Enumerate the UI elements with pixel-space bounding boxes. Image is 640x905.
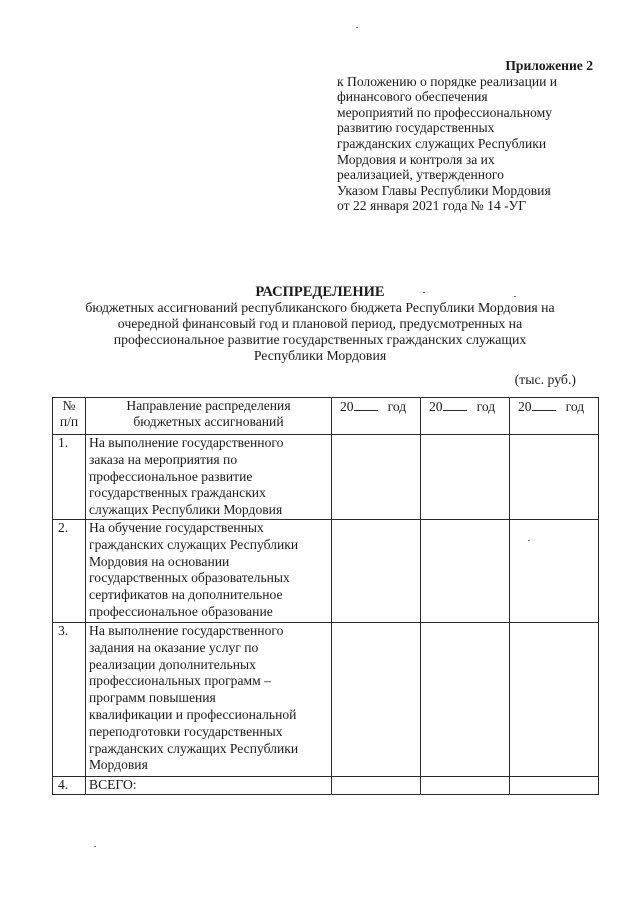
appendix-line: гражданских служащих Республики — [337, 135, 547, 151]
document-subtitle — [40, 300, 600, 364]
appendix-line: реализацией, утвержденного — [337, 167, 504, 183]
row-direction: ВСЕГО: — [86, 776, 332, 794]
units-label: (тыс. руб.) — [514, 372, 576, 387]
allocation-table — [52, 397, 599, 795]
appendix-block — [337, 58, 607, 214]
table-header-row — [53, 398, 599, 435]
table-row — [53, 519, 599, 622]
document-title: РАСПРЕДЕЛЕНИЕ — [255, 284, 385, 300]
appendix-line: развитию государственных — [337, 120, 495, 136]
row-value-cell — [510, 622, 599, 776]
appendix-line: к Положению о порядке реализации и — [337, 73, 558, 89]
table-row — [53, 622, 599, 776]
header-year-2: 20 год — [421, 398, 510, 435]
subtitle-line: профессиональное развитие государственных гражданских служащих — [113, 332, 527, 347]
row-value-cell — [510, 519, 599, 622]
row-value-cell — [510, 776, 599, 794]
subtitle-line: очередной финансовый год и плановой период, предусмотренных на — [117, 316, 523, 331]
scan-speck — [356, 27, 358, 28]
row-number: 2. — [53, 519, 86, 622]
row-number: 4. — [53, 776, 86, 794]
row-number: 3. — [53, 622, 86, 776]
row-value-cell — [332, 435, 421, 520]
row-value-cell — [332, 776, 421, 794]
subtitle-line: Республики Мордовия — [253, 348, 387, 363]
scan-speck — [514, 296, 516, 297]
header-year-1: 20 год — [332, 398, 421, 435]
scan-speck — [94, 846, 96, 847]
header-year-3: 20 год — [510, 398, 599, 435]
row-value-cell — [332, 622, 421, 776]
row-value-cell — [421, 519, 510, 622]
appendix-line: мероприятий по профессиональному — [337, 104, 552, 120]
row-value-cell — [421, 622, 510, 776]
header-direction: Направление распределения бюджетных ассигнований — [86, 398, 332, 435]
row-value-cell — [421, 776, 510, 794]
row-direction: На обучение государственных гражданских служащих Республики Мордовия на основании государственных образовательных сертификатов на дополнительное профессиональное образование — [86, 519, 332, 622]
appendix-line: Мордовия и контроля за их — [337, 151, 495, 167]
table-row-total — [53, 776, 599, 794]
appendix-line: Указом Главы Республики Мордовия — [337, 182, 551, 198]
appendix-line: от 22 января 2021 года № 14 -УГ — [337, 198, 527, 214]
row-number: 1. — [53, 435, 86, 520]
table-row — [53, 435, 599, 520]
appendix-line: финансового обеспечения — [337, 89, 488, 105]
header-number: № п/п — [53, 398, 86, 435]
appendix-heading: Приложение 2 — [505, 58, 593, 73]
row-value-cell — [421, 435, 510, 520]
scan-speck — [423, 292, 425, 293]
row-direction: На выполнение государственного задания на оказание услуг по реализации дополнительных профессиональных программ – программ повышения квалификации и профессиональной переподготовки государственных гражданских служащих Республики Мордовия — [86, 622, 332, 776]
row-value-cell — [510, 435, 599, 520]
subtitle-line: бюджетных ассигнований республиканского бюджета Республики Мордовия на — [85, 300, 555, 315]
row-direction: На выполнение государственного заказа на мероприятия по профессиональное развитие государственных гражданских служащих Республики Мордовия — [86, 435, 332, 520]
scan-speck — [528, 540, 530, 541]
row-value-cell — [332, 519, 421, 622]
